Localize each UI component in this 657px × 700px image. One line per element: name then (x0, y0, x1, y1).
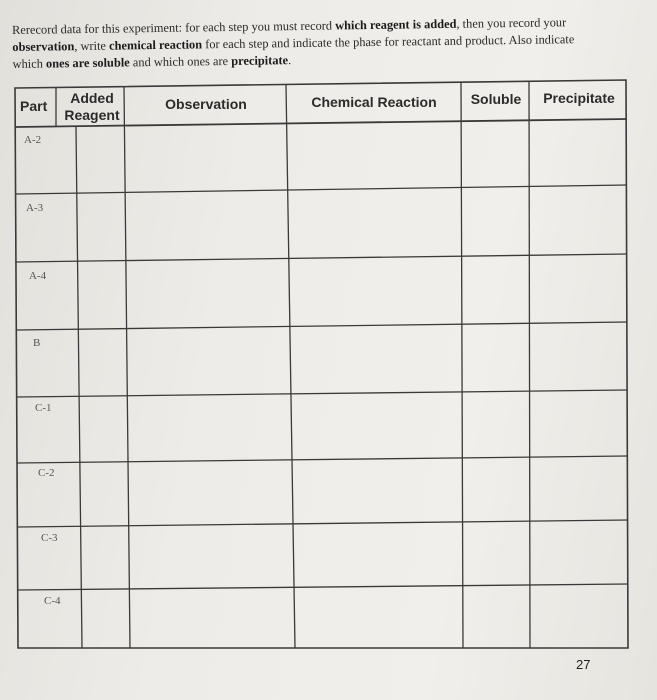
col-line (461, 82, 463, 648)
instructions-part: for each step and indicate the phase for reactant and product. Also indicate which (12, 32, 575, 71)
instructions-part: Rerecord data for this experiment: for each step you must record (12, 18, 336, 37)
row-label: C-2 (38, 467, 55, 479)
row-label: B (33, 337, 41, 349)
header-added-reagent-line1: Added (70, 90, 114, 106)
row-line (17, 456, 627, 463)
header-added-reagent-line2: Reagent (64, 107, 120, 123)
table-border (15, 80, 628, 648)
row-line (17, 322, 627, 330)
instructions-bold: ones are soluble (45, 55, 130, 71)
row-line (17, 390, 627, 397)
row-label: A-3 (26, 202, 44, 214)
col-line (124, 87, 130, 648)
header-added-reagent (62, 90, 122, 124)
row-line (18, 584, 628, 590)
row-label: C-3 (41, 532, 58, 544)
row-label: A-4 (29, 270, 47, 282)
header-observation: Observation (165, 96, 247, 112)
row-label: C-4 (44, 595, 61, 607)
instructions-part: , then you record your (456, 15, 567, 31)
header-soluble: Soluble (470, 91, 522, 107)
instructions-part: , write (74, 38, 110, 54)
row-line (16, 254, 627, 262)
instructions-bold: observation (12, 39, 75, 54)
col-line (529, 81, 530, 648)
row-label: C-1 (35, 402, 52, 414)
header-chemical-reaction: Chemical Reaction (311, 94, 437, 110)
page-number: 27 (576, 657, 591, 672)
instructions-bold: chemical reaction (108, 37, 203, 53)
instructions-part: and which ones are (129, 53, 232, 70)
col-line (76, 127, 82, 648)
header-precipitate: Precipitate (543, 90, 615, 106)
instructions-bold: precipitate (231, 53, 289, 68)
row-line (16, 185, 627, 194)
header-part: Part (20, 98, 48, 114)
col-line (286, 85, 295, 648)
instructions-bold: which reagent is added (335, 16, 457, 33)
row-label: A-2 (24, 134, 42, 146)
instructions-part: . (288, 53, 292, 68)
row-line (18, 520, 628, 527)
